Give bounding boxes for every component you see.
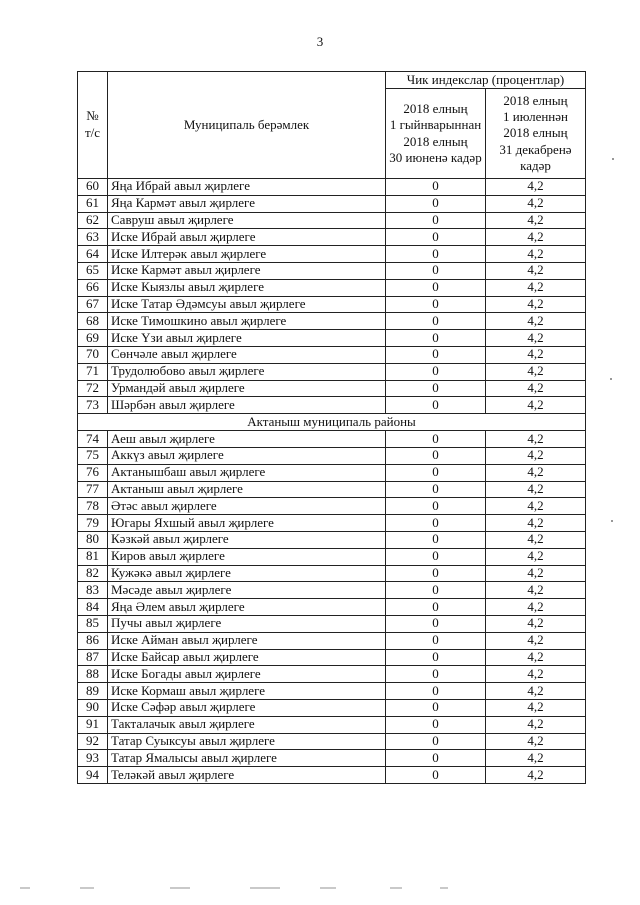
scan-speck [612, 158, 614, 160]
row-number: 66 [78, 279, 108, 296]
index-period-1: 0 [386, 380, 486, 397]
index-period-2: 4,2 [486, 330, 586, 347]
municipality-name: Яңа Әлем авыл җирлеге [108, 599, 386, 616]
row-number: 82 [78, 565, 108, 582]
index-period-1: 0 [386, 330, 486, 347]
index-period-1: 0 [386, 615, 486, 632]
index-period-2: 4,2 [486, 498, 586, 515]
row-number: 89 [78, 683, 108, 700]
municipality-name: Киров авыл җирлеге [108, 548, 386, 565]
table-row [78, 548, 586, 565]
index-period-2: 4,2 [486, 750, 586, 767]
index-period-2: 4,2 [486, 447, 586, 464]
index-period-2: 4,2 [486, 615, 586, 632]
index-period-1: 0 [386, 716, 486, 733]
index-period-1: 0 [386, 515, 486, 532]
period-1-text: 2018 елның 1 гыйнварыннан 2018 елның 30 июненә кадәр [389, 101, 482, 165]
row-number: 73 [78, 397, 108, 414]
index-period-1: 0 [386, 498, 486, 515]
table-row [78, 733, 586, 750]
index-period-1: 0 [386, 750, 486, 767]
index-period-2: 4,2 [486, 481, 586, 498]
index-period-2: 4,2 [486, 699, 586, 716]
index-period-1: 0 [386, 531, 486, 548]
index-period-2: 4,2 [486, 380, 586, 397]
index-period-2: 4,2 [486, 599, 586, 616]
index-period-1: 0 [386, 447, 486, 464]
row-number: 67 [78, 296, 108, 313]
table-row [78, 262, 586, 279]
index-period-2: 4,2 [486, 262, 586, 279]
row-number: 74 [78, 431, 108, 448]
table-row [78, 195, 586, 212]
municipality-name: Актаныш авыл җирлеге [108, 481, 386, 498]
section-rows [78, 414, 586, 431]
table-row [78, 447, 586, 464]
index-period-1: 0 [386, 279, 486, 296]
column-header-indices: Чик индекслар (процентлар) [386, 72, 586, 89]
row-number: 80 [78, 531, 108, 548]
table-row [78, 649, 586, 666]
table-row [78, 330, 586, 347]
index-period-2: 4,2 [486, 515, 586, 532]
table-row [78, 582, 586, 599]
row-number: 88 [78, 666, 108, 683]
index-period-2: 4,2 [486, 195, 586, 212]
index-period-1: 0 [386, 599, 486, 616]
scan-artifacts [20, 887, 620, 891]
index-period-1: 0 [386, 632, 486, 649]
table-row [78, 296, 586, 313]
row-number: 93 [78, 750, 108, 767]
row-number: 69 [78, 330, 108, 347]
index-period-2: 4,2 [486, 313, 586, 330]
index-period-2: 4,2 [486, 649, 586, 666]
tariff-index-table [77, 71, 586, 784]
index-period-1: 0 [386, 666, 486, 683]
index-period-2: 4,2 [486, 582, 586, 599]
row-number: 65 [78, 262, 108, 279]
index-period-1: 0 [386, 195, 486, 212]
row-number: 83 [78, 582, 108, 599]
row-number: 86 [78, 632, 108, 649]
municipality-name: Иске Кыязлы авыл җирлеге [108, 279, 386, 296]
index-period-2: 4,2 [486, 431, 586, 448]
municipality-name: Иске Илтерәк авыл җирлеге [108, 246, 386, 263]
index-period-2: 4,2 [486, 246, 586, 263]
column-header-period-2 [486, 89, 586, 179]
table-row [78, 767, 586, 784]
number-header-text: № т/с [84, 108, 101, 140]
index-period-1: 0 [386, 733, 486, 750]
municipality-name: Иске Тимошкино авыл җирлеге [108, 313, 386, 330]
table-row [78, 346, 586, 363]
municipality-name: Шәрбән авыл җирлеге [108, 397, 386, 414]
index-period-2: 4,2 [486, 565, 586, 582]
municipality-name: Иске Кормаш авыл җирлеге [108, 683, 386, 700]
table-row [78, 683, 586, 700]
index-period-2: 4,2 [486, 531, 586, 548]
table-row [78, 565, 586, 582]
row-number: 76 [78, 464, 108, 481]
row-number: 79 [78, 515, 108, 532]
municipality-name: Иске Айман авыл җирлеге [108, 632, 386, 649]
municipality-name: Югары Яхшый авыл җирлеге [108, 515, 386, 532]
row-number: 64 [78, 246, 108, 263]
row-number: 62 [78, 212, 108, 229]
table-row [78, 179, 586, 196]
index-period-2: 4,2 [486, 363, 586, 380]
column-header-period-1 [386, 89, 486, 179]
municipality-name: Иске Богады авыл җирлеге [108, 666, 386, 683]
row-number: 81 [78, 548, 108, 565]
municipality-name: Яңа Ибрай авыл җирлеге [108, 179, 386, 196]
municipality-name: Мәсәде авыл җирлеге [108, 582, 386, 599]
row-number: 94 [78, 767, 108, 784]
municipality-name: Иске Ибрай авыл җирлеге [108, 229, 386, 246]
row-number: 84 [78, 599, 108, 616]
index-period-1: 0 [386, 699, 486, 716]
index-period-1: 0 [386, 548, 486, 565]
table-row [78, 666, 586, 683]
scan-speck [610, 378, 612, 380]
index-period-2: 4,2 [486, 346, 586, 363]
row-number: 92 [78, 733, 108, 750]
section-row [78, 414, 586, 431]
index-period-1: 0 [386, 262, 486, 279]
table-row [78, 498, 586, 515]
municipality-name: Аккүз авыл җирлеге [108, 447, 386, 464]
row-number: 87 [78, 649, 108, 666]
table-row [78, 279, 586, 296]
index-period-2: 4,2 [486, 716, 586, 733]
column-header-municipality: Муниципаль берәмлек [108, 72, 386, 179]
table-row [78, 632, 586, 649]
index-period-2: 4,2 [486, 179, 586, 196]
index-period-2: 4,2 [486, 733, 586, 750]
index-period-1: 0 [386, 179, 486, 196]
index-period-2: 4,2 [486, 632, 586, 649]
index-period-2: 4,2 [486, 548, 586, 565]
municipality-name: Яңа Кармәт авыл җирлеге [108, 195, 386, 212]
row-number: 91 [78, 716, 108, 733]
index-period-1: 0 [386, 431, 486, 448]
municipality-name: Иске Кармәт авыл җирлеге [108, 262, 386, 279]
scan-speck [611, 520, 613, 522]
index-period-2: 4,2 [486, 397, 586, 414]
municipality-name: Teлəкәй авыл җирлеге [108, 767, 386, 784]
row-number: 70 [78, 346, 108, 363]
index-period-2: 4,2 [486, 683, 586, 700]
table-row [78, 212, 586, 229]
row-number: 75 [78, 447, 108, 464]
municipality-name: Аеш авыл җирлеге [108, 431, 386, 448]
index-period-1: 0 [386, 481, 486, 498]
index-period-1: 0 [386, 565, 486, 582]
municipality-name: Урмандәй авыл җирлеге [108, 380, 386, 397]
municipality-name: Такталачык авыл җирлеге [108, 716, 386, 733]
municipality-name: Кужәкә авыл җирлеге [108, 565, 386, 582]
index-period-2: 4,2 [486, 767, 586, 784]
section-title: Актаныш муниципаль районы [78, 414, 586, 431]
row-number: 60 [78, 179, 108, 196]
municipality-name: Актанышбаш авыл җирлеге [108, 464, 386, 481]
index-period-1: 0 [386, 313, 486, 330]
index-period-1: 0 [386, 397, 486, 414]
table-row [78, 481, 586, 498]
row-number: 71 [78, 363, 108, 380]
table-row [78, 615, 586, 632]
municipality-name: Савруш авыл җирлеге [108, 212, 386, 229]
table-row [78, 380, 586, 397]
table-row [78, 246, 586, 263]
municipality-name: Сөнчәле авыл җирлеге [108, 346, 386, 363]
row-number: 85 [78, 615, 108, 632]
municipality-name: Татар Ямалысы авыл җирлеге [108, 750, 386, 767]
table-row [78, 716, 586, 733]
index-period-2: 4,2 [486, 666, 586, 683]
table-row [78, 397, 586, 414]
index-period-1: 0 [386, 229, 486, 246]
index-period-2: 4,2 [486, 229, 586, 246]
table-row [78, 599, 586, 616]
municipality-name: Иске Татар Әдәмсуы авыл җирлеге [108, 296, 386, 313]
table-row [78, 531, 586, 548]
index-period-1: 0 [386, 649, 486, 666]
index-period-1: 0 [386, 464, 486, 481]
row-number: 77 [78, 481, 108, 498]
row-number: 90 [78, 699, 108, 716]
index-period-1: 0 [386, 767, 486, 784]
municipality-name: Иске Үзи авыл җирлеге [108, 330, 386, 347]
municipality-name: Татар Суыксуы авыл җирлеге [108, 733, 386, 750]
period-2-text: 2018 елның 1 июленнән 2018 елның 31 декабренә кадәр [499, 92, 572, 173]
row-number: 68 [78, 313, 108, 330]
index-period-2: 4,2 [486, 212, 586, 229]
table-row [78, 431, 586, 448]
index-period-2: 4,2 [486, 464, 586, 481]
column-header-number [78, 72, 108, 179]
index-period-1: 0 [386, 363, 486, 380]
municipality-name: Әтәс авыл җирлеге [108, 498, 386, 515]
table-row [78, 750, 586, 767]
index-period-1: 0 [386, 296, 486, 313]
row-number: 78 [78, 498, 108, 515]
group1-rows [78, 179, 586, 414]
municipality-name: Пучы авыл җирлеге [108, 615, 386, 632]
table-row [78, 363, 586, 380]
row-number: 63 [78, 229, 108, 246]
row-number: 72 [78, 380, 108, 397]
table-row [78, 699, 586, 716]
municipality-name: Иске Сәфәр авыл җирлеге [108, 699, 386, 716]
index-period-1: 0 [386, 346, 486, 363]
table-row [78, 515, 586, 532]
index-period-2: 4,2 [486, 296, 586, 313]
table-row [78, 313, 586, 330]
index-period-1: 0 [386, 582, 486, 599]
page-number: 3 [316, 34, 324, 49]
municipality-name: Кәзкәй авыл җирлеге [108, 531, 386, 548]
table-row [78, 229, 586, 246]
row-number: 61 [78, 195, 108, 212]
group2-rows [78, 431, 586, 784]
index-period-1: 0 [386, 683, 486, 700]
table-row [78, 464, 586, 481]
index-period-1: 0 [386, 212, 486, 229]
municipality-name: Иске Байсар авыл җирлеге [108, 649, 386, 666]
index-period-1: 0 [386, 246, 486, 263]
index-period-2: 4,2 [486, 279, 586, 296]
municipality-name: Трудолюбово авыл җирлеге [108, 363, 386, 380]
